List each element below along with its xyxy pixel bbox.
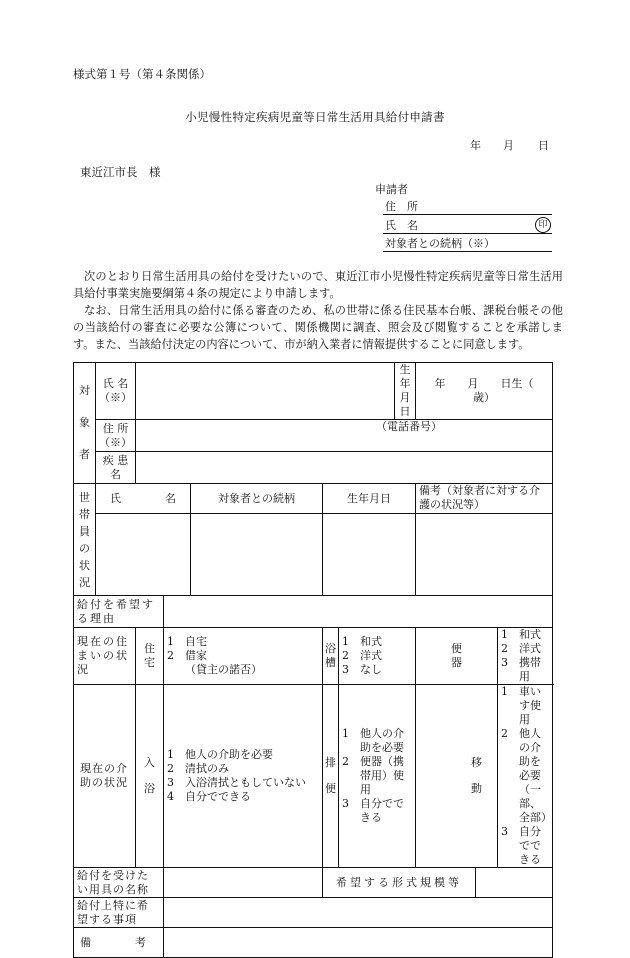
bath-option[interactable]: 2 洋式 <box>342 649 382 662</box>
date-month: 月 <box>503 139 514 152</box>
excretion-options[interactable] <box>339 685 416 868</box>
remarks-label: 備 考 <box>74 928 164 958</box>
subject-disease-label-line: 疾 患 <box>102 453 129 467</box>
excretion-option[interactable]: 2 便器（携帯用）使用 <box>342 755 404 796</box>
subject-birth-field[interactable]: 年 月 日生（ 歳） <box>416 363 553 420</box>
subject-name-label <box>96 363 136 420</box>
bath-label: 浴槽 <box>323 628 339 685</box>
toilet-label: 便器 <box>416 628 498 685</box>
home-option-note: （貸主の諾否） <box>185 663 262 676</box>
household-col-remarks: 備考（対象者に対する介護の状況等） <box>416 484 553 514</box>
excretion-option[interactable]: 1 他人の介助を必要 <box>342 727 404 754</box>
mobility-label-char: 動 <box>471 782 482 795</box>
household-header-char: 況 <box>79 575 90 589</box>
spec-field[interactable] <box>476 868 553 898</box>
household-col-name: 氏 名 <box>96 484 191 514</box>
mobility-options[interactable] <box>498 685 553 868</box>
home-options[interactable] <box>164 628 323 685</box>
remarks-field[interactable] <box>164 928 553 958</box>
applicant-name-label: 氏 名 <box>385 219 418 232</box>
household-col-birth: 生年月日 <box>323 484 416 514</box>
applicant-name-line <box>383 233 552 234</box>
reason-label: 給付を希望する理由 <box>74 596 164 628</box>
item-name-field[interactable] <box>164 868 323 898</box>
toilet-options[interactable] <box>498 628 553 685</box>
household-name-field[interactable] <box>96 514 191 596</box>
subject-header-char: 者 <box>79 448 90 461</box>
date-day: 日 <box>538 139 549 152</box>
bathing-option[interactable]: 3 入浴清拭ともしていない <box>167 776 306 789</box>
addressee: 東近江市長 様 <box>80 165 161 179</box>
household-header-char: 員 <box>79 524 90 538</box>
date-year: 年 <box>470 139 481 152</box>
excretion-label-char: 排 <box>325 756 336 769</box>
subject-birth-label <box>395 363 416 420</box>
applicant-heading: 申請者 <box>375 183 408 196</box>
mobility-option[interactable]: 1 車いす使用 <box>501 685 541 726</box>
bathing-option[interactable]: 1 他人の介助を必要 <box>167 748 273 761</box>
bath-option[interactable]: 1 和式 <box>342 635 382 648</box>
household-header-char: 世 <box>79 490 90 504</box>
subject-name-field[interactable] <box>136 363 395 420</box>
subject-disease-label-line: 名 <box>110 467 121 481</box>
household-birth-field[interactable] <box>323 514 416 596</box>
bathing-options[interactable] <box>164 685 323 868</box>
application-table <box>73 362 556 958</box>
body-paragraph-1: 次のとおり日常生活用具の給付を受けたいので、東近江市小児慢性特定疾病児童等日常生活用具給付事業実施要綱第４条の規定により申請します。 <box>73 270 563 300</box>
household-header-char: 状 <box>79 558 90 572</box>
subject-name-label-line: 氏 名 <box>102 377 129 390</box>
applicant-address-line <box>383 214 552 215</box>
toilet-option[interactable]: 1 和式 <box>501 628 541 641</box>
excretion-label <box>323 685 339 868</box>
phone-number-label: （電話番号） <box>376 420 442 433</box>
reason-field[interactable] <box>164 596 553 628</box>
form-number: 様式第１号（第４条関係） <box>73 67 211 81</box>
applicant-relation-line <box>383 251 552 252</box>
subject-name-label-line: （※） <box>99 391 132 404</box>
subject-disease-label <box>96 452 136 484</box>
home-label: 住宅 <box>136 628 164 685</box>
household-col-relation: 対象者との続柄 <box>191 484 323 514</box>
mobility-label <box>416 685 498 868</box>
bathing-label-char: 入 <box>144 756 155 769</box>
mobility-label-char: 移 <box>471 756 482 769</box>
excretion-option[interactable]: 3 自分でできる <box>342 797 404 824</box>
toilet-option[interactable]: 2 洋式 <box>501 642 541 655</box>
subject-header-char: 対 <box>79 384 90 397</box>
home-option[interactable]: 1 自宅 <box>167 635 207 648</box>
bathing-label-char: 浴 <box>144 782 155 795</box>
applicant-address-label: 住 所 <box>385 200 418 213</box>
mobility-option[interactable]: 3 自分でできる <box>501 825 541 866</box>
item-name-label: 給付を受けたい用具の名称 <box>74 868 164 898</box>
applicant-relation-label: 対象者との続柄（※） <box>385 237 495 250</box>
subject-birth-label-line: 月 日 <box>399 391 411 418</box>
household-header-char: 帯 <box>79 507 90 521</box>
subject-address-field[interactable] <box>136 420 553 452</box>
household-header-char: の <box>79 541 90 555</box>
subject-address-label <box>96 420 136 452</box>
spec-label: 希望する形式規模等 <box>323 868 476 898</box>
housing-label: 現在の住まいの状況 <box>74 628 136 685</box>
bathing-label <box>136 685 164 868</box>
household-remarks-field[interactable] <box>416 514 553 596</box>
household-header <box>74 484 96 596</box>
seal-mark: 印 <box>535 217 551 233</box>
home-option[interactable]: 2 借家 <box>167 649 207 662</box>
bath-options[interactable] <box>339 628 416 685</box>
bathing-option[interactable]: 2 清拭のみ <box>167 762 229 775</box>
special-notes-label: 給付上特に希望する事項 <box>74 898 164 928</box>
subject-disease-field[interactable] <box>136 452 553 484</box>
mobility-option[interactable]: 2 他人の介助を必要（一部、全部） <box>501 727 552 824</box>
subject-address-label-line: （※） <box>99 435 132 449</box>
household-relation-field[interactable] <box>191 514 323 596</box>
subject-header <box>74 363 96 484</box>
toilet-option[interactable]: 3 携帯用 <box>501 656 541 683</box>
excretion-label-char: 便 <box>325 782 336 795</box>
care-label: 現在の介助の状況 <box>74 685 136 868</box>
bath-option[interactable]: 3 なし <box>342 663 382 676</box>
bathing-option[interactable]: 4 自分でできる <box>167 790 251 803</box>
subject-header-char: 象 <box>79 416 90 429</box>
page-title: 小児慢性特定疾病児童等日常生活用具給付申請書 <box>185 110 445 124</box>
body-paragraph-2: なお、日常生活用具の給付に係る審査のため、私の世帯に係る住民基本台帳、課税台帳その他の当該給付の審査に必要な公簿について、関係機関に調査、照会及び閲覧することを承諾します。また、当該給付決定の内容について、市が納入業者に情報提供することに同意します。 <box>73 304 563 351</box>
subject-birth-label-line: 生 年 <box>399 363 411 390</box>
special-notes-field[interactable] <box>164 898 553 928</box>
subject-address-label-line: 住 所 <box>102 421 129 435</box>
